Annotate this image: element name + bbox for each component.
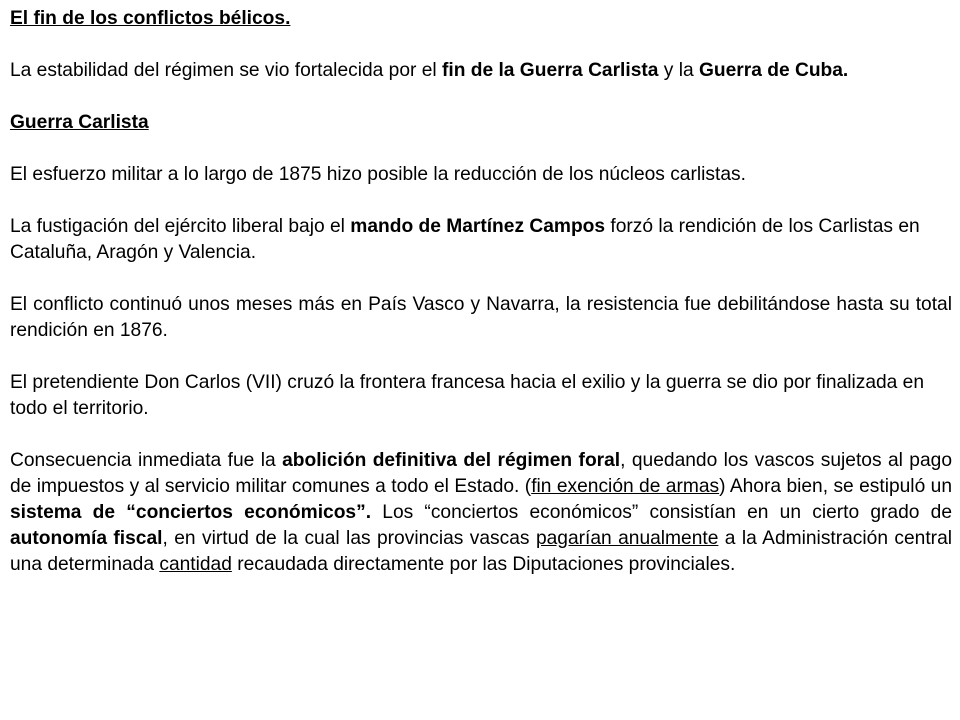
p5-text-3: ) Ahora bien, se estipuló un — [719, 476, 952, 497]
intro-text-1: La estabilidad del régimen se vio fortalecida por el — [10, 60, 442, 81]
p5-text-1: Consecuencia inmediata fue la — [10, 450, 283, 471]
paragraph-3: El conflicto continuó unos meses más en País Vasco y Navarra, la resistencia fue debilitándose hasta su total rendición en 1876. — [10, 294, 952, 341]
slide-content — [10, 6, 952, 578]
p5-text-2: , quedando los vascos sujetos al pago de impuestos y al servicio militar comunes a todo el Estado. ( — [10, 450, 952, 497]
p5-underline-3: cantidad — [159, 554, 232, 575]
slide-title-text: El fin de los conflictos bélicos. — [10, 8, 291, 29]
section-heading — [10, 110, 952, 136]
intro-text-2: y la — [658, 60, 699, 81]
p5-underline-2: pagarían anualmente — [535, 528, 719, 549]
p5-bold-1: abolición definitiva del régimen foral — [282, 450, 621, 471]
p5-text-7: recaudada directamente por las Diputaciones provinciales. — [231, 554, 736, 575]
p5-text-4: Los “conciertos económicos” consistían en un cierto grado de — [371, 502, 952, 523]
paragraph-1: El esfuerzo militar a lo largo de 1875 hizo posible la reducción de los núcleos carlistas. — [10, 164, 746, 185]
paragraph-4: El pretendiente Don Carlos (VII) cruzó la frontera francesa hacia el exilio y la guerra se dio por finalizada en todo el territorio. — [10, 372, 925, 419]
intro-paragraph — [10, 58, 952, 84]
intro-bold-2: Guerra de Cuba. — [698, 60, 849, 81]
p5-underline-1: fin exención de armas — [531, 476, 720, 497]
p5-text-6: a la Administración central una determinada — [10, 528, 953, 575]
p2-text-1: La fustigación del ejército liberal bajo el — [10, 216, 351, 237]
p5-bold-3: autonomía fiscal — [10, 528, 163, 549]
slide-title — [10, 6, 952, 32]
intro-bold-1: fin de la Guerra Carlista — [441, 60, 659, 81]
p5-bold-2: sistema de “conciertos económicos”. — [10, 502, 372, 523]
section-heading-text: Guerra Carlista — [10, 112, 149, 133]
paragraph-5 — [10, 448, 952, 578]
p5-text-5: , en virtud de la cual las provincias vascas — [162, 528, 536, 549]
p2-bold-1: mando de Martínez Campos — [350, 216, 606, 237]
paragraph-2 — [10, 214, 952, 266]
p2-text-2: forzó la rendición de los Carlistas en Cataluña, Aragón y Valencia. — [10, 216, 920, 263]
